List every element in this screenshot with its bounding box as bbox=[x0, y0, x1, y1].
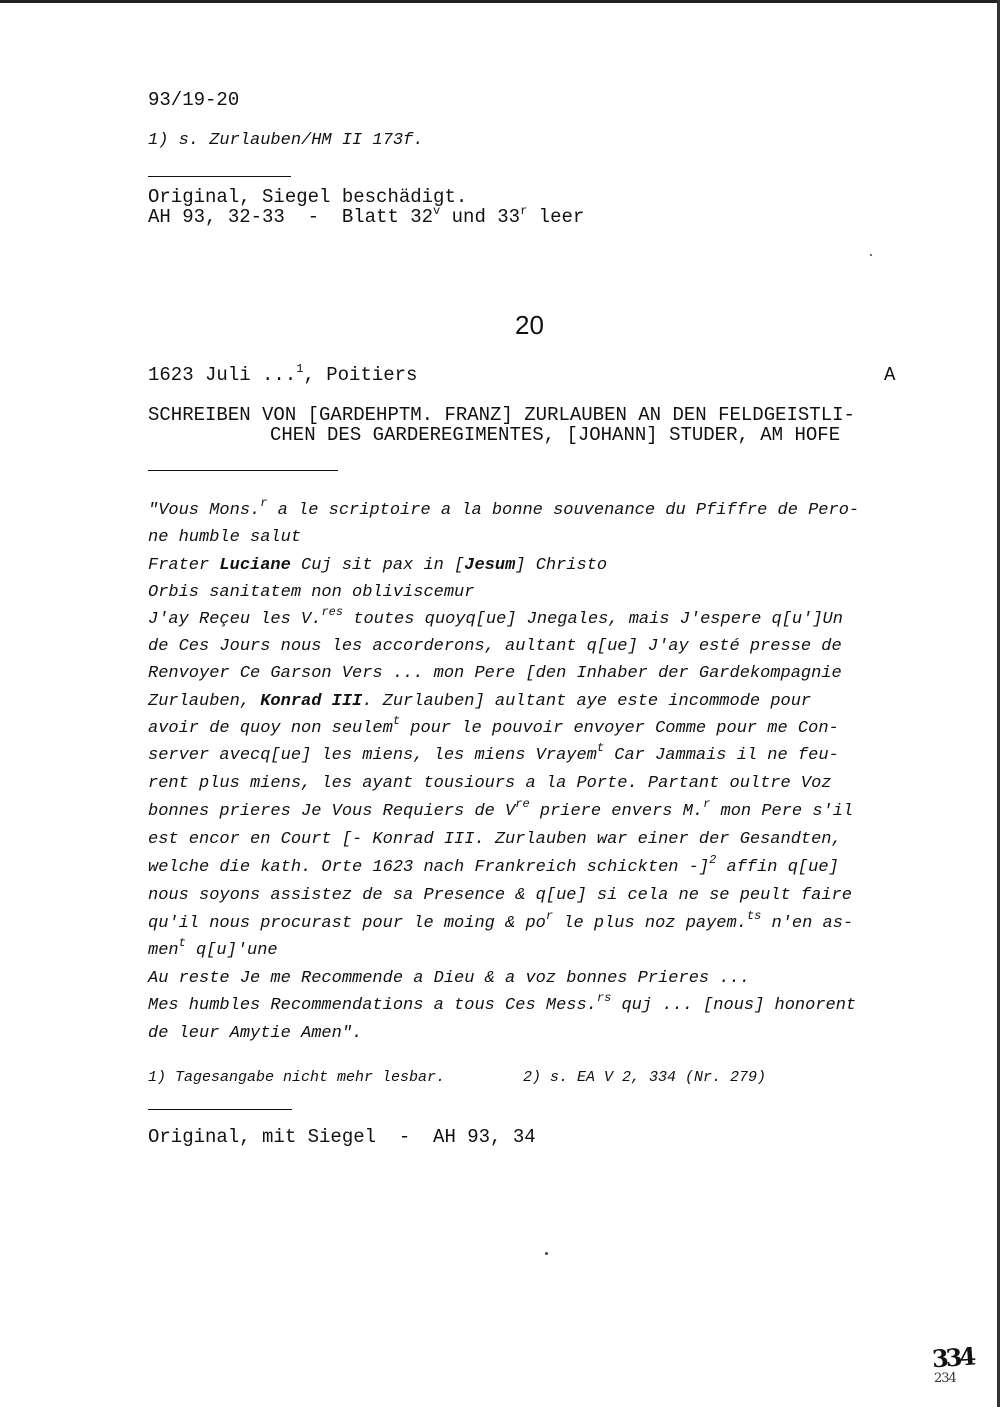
text-span: Car Jammais il ne feu- bbox=[604, 746, 839, 765]
text-line: de Ces Jours nous les accorderons, aultant q[ue] J'ay esté presse de bbox=[148, 637, 842, 656]
superscript: t bbox=[178, 936, 186, 950]
source-line-2 bbox=[148, 206, 584, 228]
source-line-2-a: AH 93, 32-33 - Blatt 32 bbox=[148, 206, 434, 228]
text-span: men bbox=[148, 941, 179, 960]
footnote-rule bbox=[148, 176, 291, 177]
text-span: . Zurlauben] aultant aye este incommode pour bbox=[362, 692, 812, 711]
scan-edge-top bbox=[0, 0, 1000, 3]
type-marker: A bbox=[884, 364, 896, 386]
text-span-bold: Jesum bbox=[464, 556, 516, 575]
text-line bbox=[148, 991, 857, 1017]
text-line: Orbis sanitatem non obliviscemur bbox=[148, 583, 475, 602]
text-line bbox=[148, 496, 860, 522]
page-stamp bbox=[930, 1343, 990, 1393]
source-line-2-c: leer bbox=[527, 206, 585, 228]
text-line: nous soyons assistez de sa Presence & q[ue] si cela ne se peult faire bbox=[148, 886, 852, 905]
superscript: r bbox=[545, 909, 554, 923]
superscript: v bbox=[433, 204, 441, 218]
text-line bbox=[148, 797, 854, 823]
closing-rule bbox=[148, 1109, 292, 1110]
text-span-bold: Konrad III bbox=[260, 692, 363, 711]
superscript: re bbox=[515, 797, 530, 811]
text-span: Frater bbox=[148, 556, 220, 575]
text-span: avoir de quoy non seulem bbox=[148, 719, 393, 738]
superscript: r bbox=[703, 797, 711, 811]
text-line: est encor en Court [- Konrad III. Zurlauben war einer der Gesandten, bbox=[148, 830, 842, 849]
footnote-marker: 1 bbox=[296, 362, 304, 376]
place-text: , Poitiers bbox=[303, 364, 418, 386]
superscript: t bbox=[392, 714, 401, 728]
closing-source: Original, mit Siegel - AH 93, 34 bbox=[148, 1126, 536, 1148]
source-line-1: Original, Siegel beschädigt. bbox=[148, 186, 468, 208]
text-span: a le scriptoire a la bonne souvenance du Pfiffre de Pero- bbox=[267, 501, 860, 520]
text-span: welche die kath. Orte 1623 nach Frankreich schickten -] bbox=[148, 858, 710, 877]
date-place-line bbox=[148, 364, 417, 386]
text-span: n'en as- bbox=[761, 914, 854, 933]
text-line: Au reste Je me Recommende a Dieu & a voz bonnes Prieres ... bbox=[148, 969, 750, 988]
text-line: rent plus miens, les ayant tousiours a la Porte. Partant oultre Voz bbox=[148, 774, 832, 793]
source-line-2-b: und 33 bbox=[440, 206, 521, 228]
text-line: ne humble salut bbox=[148, 528, 302, 547]
scan-speck bbox=[870, 254, 872, 256]
text-span: Mes humbles Recommendations a tous Ces Mess. bbox=[148, 996, 597, 1015]
superscript: r bbox=[260, 496, 268, 510]
text-line bbox=[148, 853, 839, 879]
text-span: affin q[ue] bbox=[716, 858, 839, 877]
superscript: 2 bbox=[709, 853, 717, 867]
text-span: "Vous Mons. bbox=[148, 501, 261, 520]
heading-rule bbox=[148, 470, 338, 471]
text-span: bonnes prieres Je Vous Requiers de V bbox=[148, 802, 516, 821]
text-line: de leur Amytie Amen". bbox=[148, 1024, 363, 1043]
text-line bbox=[148, 555, 607, 577]
text-line bbox=[148, 714, 839, 740]
stamp-page-number: 334 bbox=[931, 1341, 975, 1374]
text-span-bold: Luciane bbox=[219, 556, 291, 575]
text-span: Cuj sit pax in [ bbox=[290, 556, 465, 575]
scan-speck bbox=[545, 1252, 548, 1255]
superscript: t bbox=[596, 741, 605, 755]
text-span: toutes quoyq[ue] Jnegales, mais J'espere q[u']Un bbox=[343, 610, 843, 629]
document-number: 20 bbox=[515, 310, 544, 340]
text-line bbox=[148, 909, 854, 935]
text-line: Renvoyer Ce Garson Vers ... mon Pere [den Inhaber der Gardekompagnie bbox=[148, 664, 842, 683]
text-span: priere envers M. bbox=[529, 802, 704, 821]
text-span: J'ay Reçeu les V. bbox=[148, 610, 322, 629]
superscript: rs bbox=[596, 991, 612, 1005]
text-span: quj ... [nous] honorent bbox=[611, 996, 857, 1015]
footnote-2: 2) s. EA V 2, 334 (Nr. 279) bbox=[523, 1069, 767, 1086]
text-span: Zurlauben, bbox=[148, 692, 261, 711]
header-footnote: 1) s. Zurlauben/HM II 173f. bbox=[148, 131, 424, 150]
text-line bbox=[148, 741, 839, 767]
text-span: server avecq[ue] les miens, les miens Vrayem bbox=[148, 746, 597, 765]
heading-line-2: CHEN DES GARDEREGIMENTES, [JOHANN] STUDER, AM HOFE bbox=[270, 424, 841, 446]
superscript: res bbox=[321, 605, 344, 619]
text-line bbox=[148, 936, 278, 962]
text-line bbox=[148, 605, 843, 631]
text-span: qu'il nous procurast pour le moing & po bbox=[148, 914, 546, 933]
superscript: ts bbox=[746, 909, 762, 923]
text-span: pour le pouvoir envoyer Comme pour me Con- bbox=[400, 719, 839, 738]
text-span: q[u]'une bbox=[185, 941, 278, 960]
text-line bbox=[148, 691, 811, 713]
stamp-old-number: 234 bbox=[934, 1371, 956, 1386]
reference-number: 93/19-20 bbox=[148, 89, 240, 111]
text-span: ] Christo bbox=[515, 556, 608, 575]
superscript: r bbox=[520, 204, 528, 218]
heading-line-1: SCHREIBEN VON [GARDEHPTM. FRANZ] ZURLAUBEN AN DEN FELDGEISTLI- bbox=[148, 404, 855, 426]
text-span: mon Pere s'il bbox=[710, 802, 854, 821]
date-text: 1623 Juli ... bbox=[148, 364, 297, 386]
text-span: le plus noz payem. bbox=[553, 914, 747, 933]
footnote-1: 1) Tagesangabe nicht mehr lesbar. bbox=[148, 1069, 446, 1086]
